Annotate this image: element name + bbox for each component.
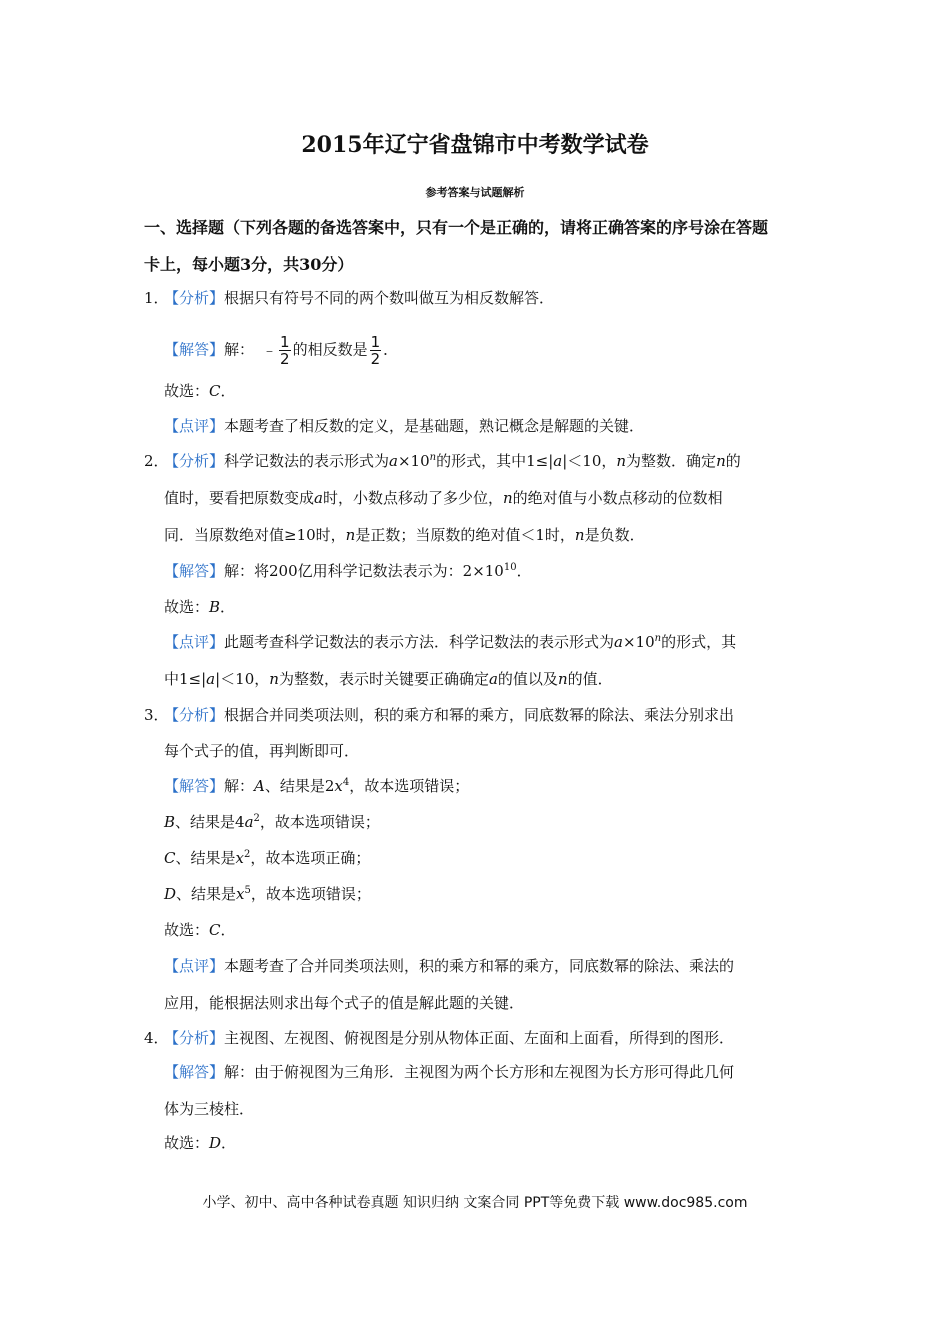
q4-answer-line2: 体为三棱柱． [164, 1100, 255, 1118]
q4-answer-line1: 【解答】解：由于俯视图为三角形．主视图为两个长方形和左视图为长方形可得此几何 [164, 1063, 735, 1081]
q3-answer-a: 【解答】解：A、结果是$2x^4$，故本选项错误； [164, 777, 470, 795]
section-heading-line1: 一、选择题（下列各题的备选答案中，只有一个是正确的，请将正确答案的序号涂在答题 [144, 218, 769, 237]
q2-analysis-line1: 【分析】科学记数法的表示形式为$a\times 10^n$的形式，其中1≤|a|＜10，n为整数．确定n的 [164, 452, 741, 470]
q1-answer: 【解答】解： ﹣ $\frac{1}{2}$ 的相反数是 $\frac{1}{2}$ ． [164, 333, 399, 368]
q2-comment-line1: 【点评】此题考查科学记数法的表示方法．科学记数法的表示形式为$a\times 10^n$的形式，其 [164, 633, 737, 651]
q2-comment-line2: 中1≤|a|＜10，n为整数，表示时关键要正确确定a的值以及n的值． [164, 670, 613, 688]
q3-analysis-line2: 每个式子的值，再判断即可． [164, 742, 360, 760]
fraction-half: $\frac{1}{2}$ [370, 333, 381, 368]
section-heading-line2: 卡上，每小题3分，共30分） [144, 255, 354, 274]
q1-comment: 【点评】本题考查了相反数的定义，是基础题，熟记概念是解题的关键． [164, 417, 645, 435]
q3-comment-line2: 应用，能根据法则求出每个式子的值是解此题的关键． [164, 994, 525, 1012]
page-subtitle: 参考答案与试题解析 [425, 186, 525, 199]
fraction-half: $\frac{1}{2}$ [280, 333, 290, 368]
question-number-2: 2． [144, 452, 169, 470]
comment-tag: 【点评】 [164, 417, 225, 435]
question-number-3: 3． [144, 706, 169, 724]
page-footer: 小学、初中、高中各种试卷真题 知识归纳 文案合同 PPT等免费下载 www.doc985.com [202, 1195, 748, 1211]
q3-answer-b: B、结果是$4a^2$，故本选项错误； [164, 813, 380, 831]
q4-choice: 故选：D． [164, 1134, 237, 1152]
q3-comment-line1: 【点评】本题考查了合并同类项法则，积的乘方和幂的乘方，同底数幂的除法、乘法的 [164, 957, 735, 975]
q3-answer-c: C、结果是$x^2$，故本选项正确； [164, 849, 371, 867]
q1-choice: 故选：C． [164, 382, 236, 400]
answer-tag: 【解答】 [164, 340, 225, 359]
q3-choice: 故选：C． [164, 921, 236, 939]
q2-analysis-line2: 值时，要看把原数变成a时，小数点移动了多少位，n的绝对值与小数点移动的位数相 [164, 489, 723, 507]
q2-choice: 故选：B． [164, 598, 236, 616]
question-number-4: 4． [144, 1029, 169, 1047]
question-number-1: 1． [144, 289, 169, 307]
q4-analysis: 【分析】主视图、左视图、俯视图是分别从物体正面、左面和上面看，所得到的图形． [164, 1029, 735, 1047]
q2-answer: 【解答】解：将200亿用科学记数法表示为：$2\times 10^{10}$． [164, 562, 532, 580]
q3-answer-d: D、结果是$x^5$，故本选项错误； [164, 885, 371, 903]
q1-analysis: 【分析】根据只有符号不同的两个数叫做互为相反数解答． [164, 289, 555, 307]
q2-analysis-line3: 同．当原数绝对值≥10时，n是正数；当原数的绝对值＜1时，n是负数． [164, 526, 645, 544]
q3-analysis-line1: 【分析】根据合并同类项法则，积的乘方和幂的乘方，同底数幂的除法、乘法分别求出 [164, 706, 735, 724]
page-title: 2015年辽宁省盘锦市中考数学试卷 [301, 132, 649, 158]
analysis-tag: 【分析】 [164, 289, 225, 307]
